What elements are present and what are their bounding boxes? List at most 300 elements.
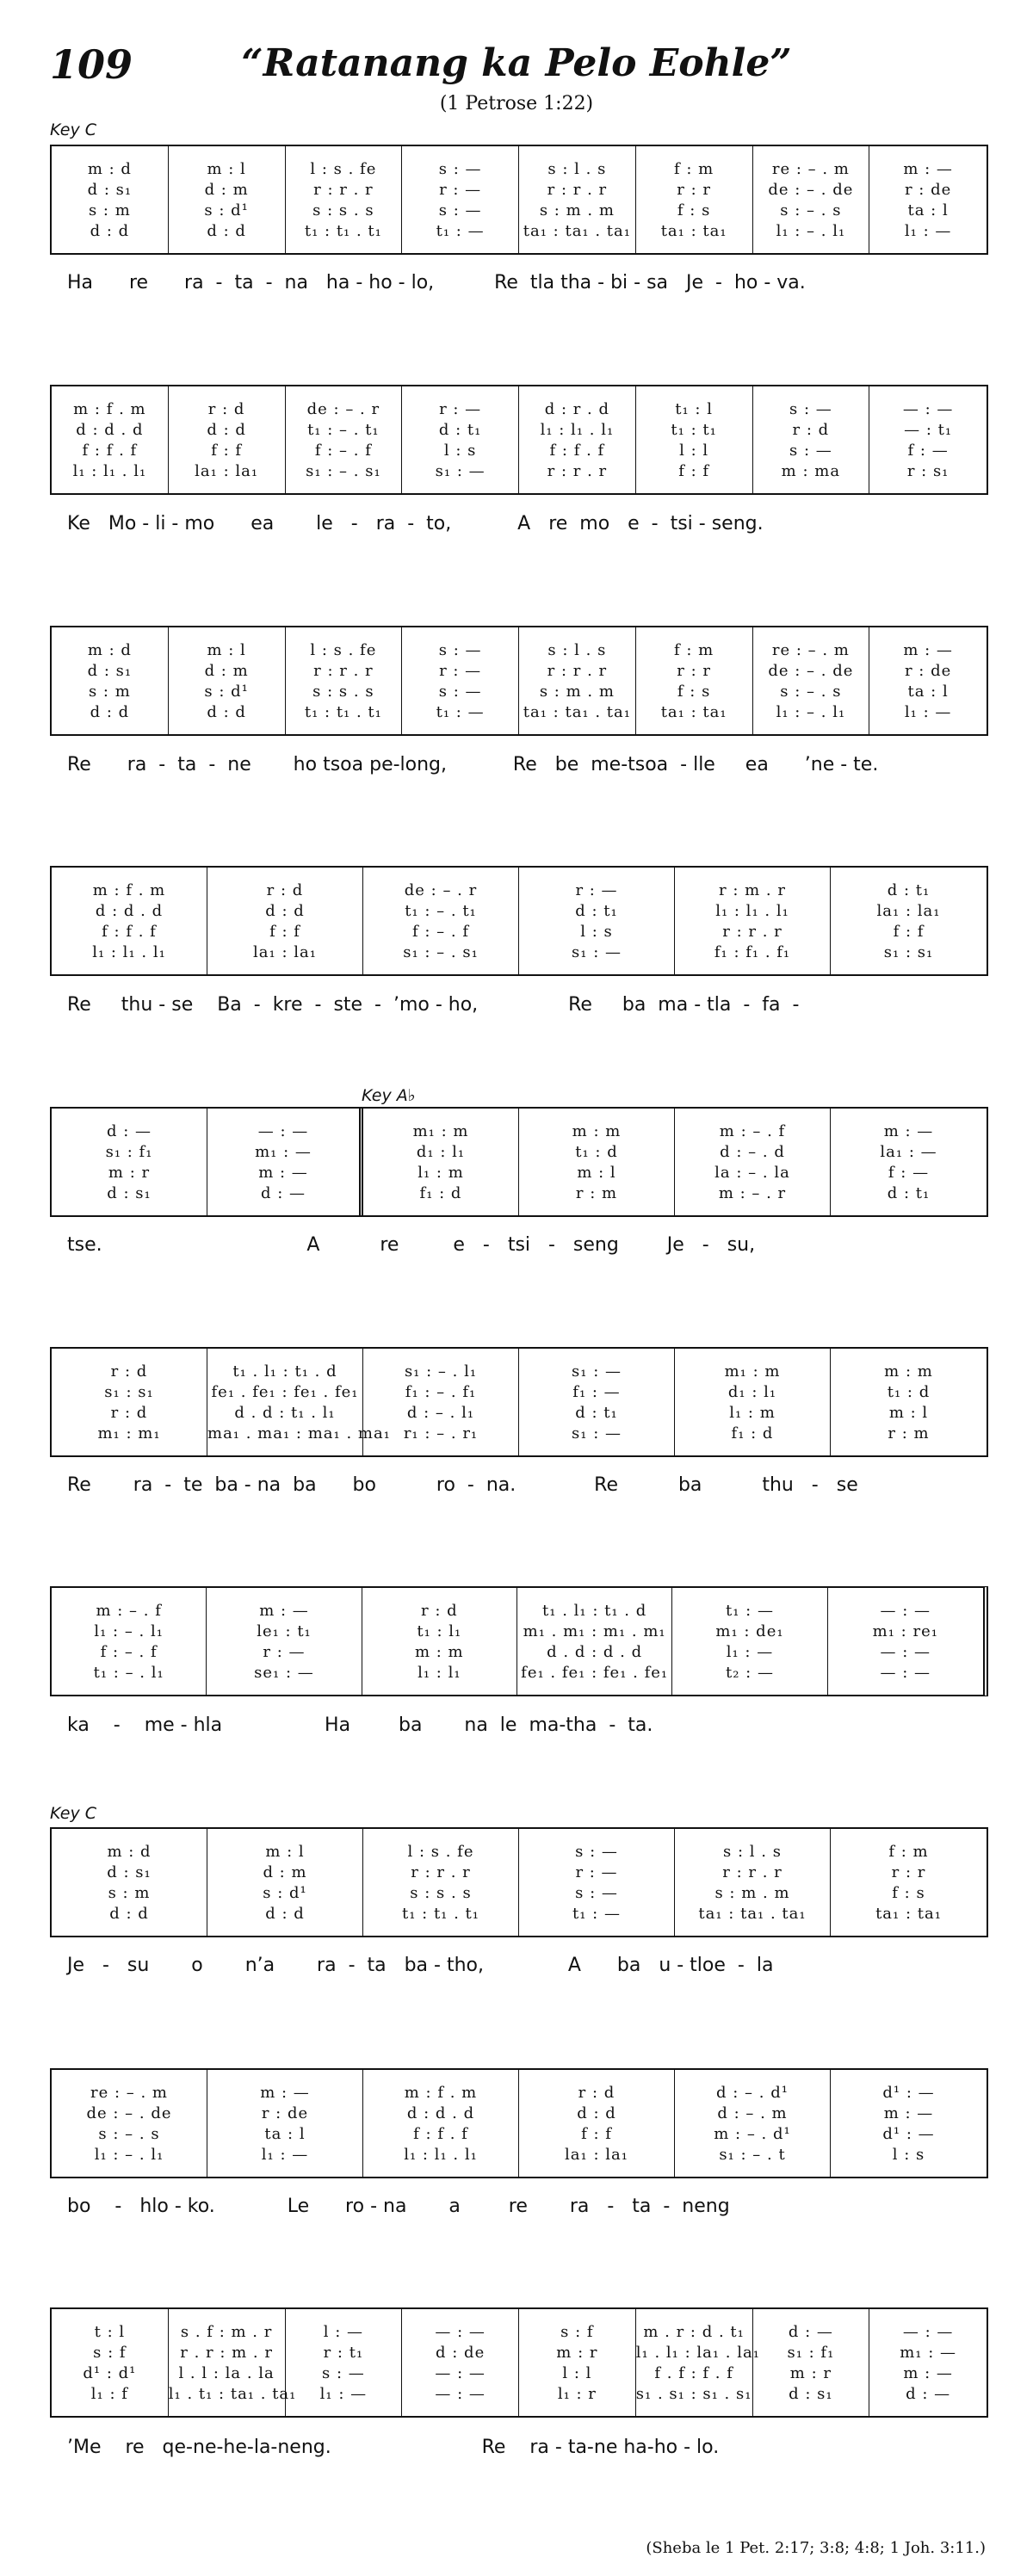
voice-part: s : — [438, 640, 482, 659]
voice-part: t₁ : – . t₁ [307, 420, 380, 439]
voice-part: d : m [204, 661, 249, 680]
voice-part: f : m [674, 159, 714, 178]
music-system [50, 1586, 988, 1696]
voice-part: ta₁ : ta₁ . ta₁ [698, 1904, 807, 1923]
voice-part: f : s [677, 682, 711, 701]
voice-part: la₁ : la₁ [195, 461, 259, 480]
voice-part: s₁ : — [572, 942, 622, 961]
voice-part: s : m . m [539, 682, 615, 701]
lyrics-line: Je - su o n’a ra - ta ba - tho, A ba u - tloe - la [67, 1955, 774, 1976]
voice-part: d . d : t₁ . l₁ [234, 1403, 336, 1422]
voice-part: s : l . s [547, 159, 607, 178]
voice-part: r : r [677, 661, 711, 680]
measure [207, 1829, 363, 1936]
measure [168, 2309, 297, 2416]
voice-part: f : – . f [412, 922, 469, 941]
voice-part: d : d [207, 221, 246, 240]
voice-part: m : — [903, 2363, 953, 2382]
voice-part: r : — [439, 661, 482, 680]
lyrics-line: ka - me - hla Ha ba na le ma-tha - ta. [67, 1714, 653, 1736]
measure [169, 627, 286, 734]
voice-part: d : d . d [406, 2103, 475, 2122]
voice-part: s : – . s [780, 682, 842, 701]
voice-part: r . r : m . r [180, 2343, 273, 2362]
voice-part: d : m [204, 180, 249, 199]
voice-part: m : f . m [73, 399, 146, 418]
voice-part: s : — [438, 201, 482, 219]
voice-part: d : – . d¹ [716, 2083, 789, 2102]
measure [675, 1349, 831, 1455]
voice-part: r : d [110, 1362, 148, 1381]
voice-part: d : s₁ [87, 180, 133, 199]
voice-part: d : s₁ [107, 1863, 152, 1881]
voice-part: t₁ : — [436, 221, 485, 240]
voice-part: r : r [891, 1863, 926, 1881]
voice-part: d : s₁ [87, 661, 133, 680]
voice-part: f₁ : f₁ . f₁ [714, 942, 791, 961]
voice-part: r : de [261, 2103, 309, 2122]
voice-part: — : — [902, 399, 954, 418]
voice-part: s : m [108, 1883, 151, 1902]
voice-part: r : — [439, 180, 482, 199]
voice-part: r : r . r [547, 180, 608, 199]
voice-part: t : l [94, 2322, 126, 2341]
voice-part: s : — [438, 159, 482, 178]
voice-part: m : – . r [718, 1183, 787, 1202]
voice-part: l : l [562, 2363, 592, 2382]
voice-part: d : s₁ [789, 2384, 833, 2403]
voice-part: d : – . l₁ [406, 1403, 475, 1422]
voice-part: s : m . m [539, 201, 615, 219]
music-system [50, 1347, 988, 1457]
voice-part: — : — [880, 1601, 931, 1620]
voice-part: m : r [789, 2363, 832, 2382]
voice-part: t₁ : d [887, 1382, 931, 1401]
measure [519, 2070, 675, 2177]
voice-part: l₁ : – . l₁ [776, 221, 846, 240]
voice-part: d : d [265, 1904, 305, 1923]
lyrics-line: bo - hlo - ko. Le ro - na a re ra - ta - neng [67, 2196, 730, 2217]
voice-part: m₁ : — [900, 2343, 957, 2362]
hymn-title: “Ratanang ka Pelo Eohle” [241, 41, 792, 85]
measure [519, 1109, 675, 1215]
voice-part: s : — [789, 441, 832, 460]
measure [519, 868, 675, 974]
voice-part: de : – . de [768, 661, 854, 680]
voice-part: r : r . r [547, 661, 608, 680]
key-signature: Key C [50, 1804, 97, 1823]
measure [675, 1829, 831, 1936]
measure [831, 1349, 987, 1455]
voice-part: f : s [892, 1883, 925, 1902]
measure [52, 1588, 207, 1695]
voice-part: s . f : m . r [180, 2322, 273, 2341]
measure [52, 627, 169, 734]
voice-part: m : l [888, 1403, 929, 1422]
voice-part: m₁ : m [412, 1121, 469, 1140]
voice-part: r : — [575, 880, 618, 899]
voice-part: r : — [263, 1642, 306, 1661]
voice-part: f . f : f . f [654, 2363, 733, 2382]
voice-part: l₁ : – . l₁ [776, 702, 846, 721]
voice-part: m : — [903, 159, 953, 178]
voice-part: t₁ : l [675, 399, 713, 418]
measure [753, 627, 870, 734]
voice-part: d : – . m [717, 2103, 788, 2122]
voice-part: — : — [435, 2384, 486, 2403]
voice-part: r : r . r [411, 1863, 471, 1881]
voice-part: ta₁ : ta₁ [660, 221, 727, 240]
voice-part: la₁ : la₁ [876, 901, 941, 920]
measure [675, 868, 831, 974]
voice-part: l₁ : f [90, 2384, 128, 2403]
voice-part: s₁ : – . s₁ [403, 942, 479, 961]
voice-part: f₁ : – . f₁ [405, 1382, 477, 1401]
voice-part: r : r . r [547, 461, 608, 480]
music-system [50, 145, 988, 255]
music-system [50, 1107, 988, 1217]
voice-part: t₂ : — [725, 1663, 774, 1682]
voice-part: m . r : d . t₁ [643, 2322, 745, 2341]
voice-part: m : d [87, 159, 132, 178]
music-system [50, 866, 988, 976]
voice-part: re : – . m [90, 2083, 168, 2102]
key-signature: Key A♭ [362, 1086, 416, 1105]
voice-part: ta : l [264, 2124, 306, 2143]
voice-part: m : — [260, 2083, 310, 2102]
voice-part: la₁ : la₁ [253, 942, 317, 961]
measure [869, 386, 987, 493]
voice-part: la : – . la [714, 1163, 790, 1182]
voice-part: m : d [87, 640, 132, 659]
voice-part: d : — [788, 2322, 833, 2341]
voice-part: m : – . f [719, 1121, 786, 1140]
measure [675, 2070, 831, 2177]
voice-part: le₁ : t₁ [257, 1622, 312, 1640]
measure [831, 868, 987, 974]
voice-part: d¹ : — [882, 2083, 935, 2102]
measure [52, 1829, 207, 1936]
voice-part: t₁ . l₁ : t₁ . d [232, 1362, 337, 1381]
voice-part: f : s [677, 201, 711, 219]
voice-part: f₁ : — [572, 1382, 621, 1401]
measure [362, 1588, 517, 1695]
voice-part: l . l : la . la [178, 2363, 275, 2382]
measure [286, 386, 403, 493]
voice-part: l₁ : l₁ . l₁ [404, 2145, 478, 2164]
voice-part: la₁ : — [880, 1142, 937, 1161]
voice-part: t₁ : — [572, 1904, 621, 1923]
lyrics-line: Re ra - te ba - na ba bo ro - na. Re ba thu - se [67, 1474, 858, 1496]
measure [831, 1109, 987, 1215]
lyrics-line: Ha re ra - ta - na ha - ho - lo, Re tla tha - bi - sa Je - ho - va. [67, 272, 806, 293]
voice-part: s₁ : – . l₁ [404, 1362, 478, 1381]
key-signature: Key C [50, 120, 97, 139]
measure [753, 146, 870, 253]
measure [402, 146, 519, 253]
voice-part: l₁ : m [418, 1163, 464, 1182]
voice-part: s : s . s [312, 201, 374, 219]
voice-part: s₁ : f₁ [787, 2343, 835, 2362]
music-system [50, 626, 988, 736]
voice-part: t₁ : — [725, 1601, 774, 1620]
voice-part: d₁ : l₁ [416, 1142, 466, 1161]
voice-part: r : de [904, 180, 952, 199]
voice-part: m : l [265, 1842, 305, 1861]
voice-part: — : — [435, 2363, 486, 2382]
voice-part: r : d [266, 880, 304, 899]
lyrics-line: Ke Mo - li - mo ea le - ra - to, A re mo e - tsi - seng. [67, 513, 764, 534]
measure [52, 146, 169, 253]
measure [286, 627, 403, 734]
footer-references: (Sheba le 1 Pet. 2:17; 3:8; 4:8; 1 Joh. 3:11.) [646, 2539, 986, 2557]
voice-part: — : — [902, 2322, 954, 2341]
voice-part: l : — [323, 2322, 363, 2341]
voice-part: f : — [888, 1163, 930, 1182]
lyrics-line: tse. A re e - tsi - seng Je - su, [67, 1234, 756, 1256]
voice-part: m : f . m [92, 880, 166, 899]
voice-part: ta : l [907, 682, 949, 701]
voice-part: f : f . f [549, 441, 605, 460]
voice-part: m : d [107, 1842, 152, 1861]
measure [675, 1109, 831, 1215]
voice-part: t₁ . l₁ : t₁ . d [542, 1601, 647, 1620]
measure [519, 146, 636, 253]
lyrics-line: Re ra - ta - ne ho tsoa pe-long, Re be me-tsoa - lle ea ’ne - te. [67, 754, 879, 775]
voice-part: s : f [93, 2343, 127, 2362]
voice-part: m : f . m [404, 2083, 478, 2102]
measure [207, 2070, 363, 2177]
voice-part: l : s [443, 441, 477, 460]
voice-part: ta₁ : ta₁ . ta₁ [523, 221, 631, 240]
voice-part: fe₁ . fe₁ : fe₁ . fe₁ [211, 1382, 359, 1401]
voice-part: l₁ : l₁ . l₁ [540, 420, 615, 439]
voice-part: m : — [903, 640, 953, 659]
voice-part: m : – . d¹ [714, 2124, 791, 2143]
voice-part: l₁ : l₁ . l₁ [72, 461, 147, 480]
voice-part: s₁ : f₁ [105, 1142, 153, 1161]
voice-part: s : s . s [312, 682, 374, 701]
voice-part: l : s . fe [407, 1842, 474, 1861]
voice-part: m : r [108, 1163, 151, 1182]
voice-part: d : d [577, 2103, 616, 2122]
voice-part: t₁ : t₁ . t₁ [304, 702, 382, 721]
voice-part: r : de [904, 661, 952, 680]
voice-part: d : m [263, 1863, 307, 1881]
voice-part: l₁ . l₁ : la₁ . la₁ [635, 2343, 760, 2362]
measure [52, 2070, 207, 2177]
measure [52, 1109, 207, 1215]
voice-part: s : d¹ [204, 682, 249, 701]
voice-part: r : — [439, 399, 482, 418]
voice-part: r : — [575, 1863, 618, 1881]
voice-part: de : – . de [768, 180, 854, 199]
voice-part: s : – . s [98, 2124, 160, 2143]
voice-part: l : l [679, 441, 709, 460]
measure [402, 386, 519, 493]
voice-part: m₁ : — [255, 1142, 312, 1161]
scripture-reference: (1 Petrose 1:22) [439, 93, 594, 114]
voice-part: r : r . r [722, 1863, 782, 1881]
voice-part: l₁ : – . l₁ [94, 1622, 164, 1640]
voice-part: l : s . fe [310, 640, 377, 659]
measure [869, 627, 987, 734]
voice-part: d . d : d . d [547, 1642, 643, 1661]
measure [363, 868, 519, 974]
measure [207, 1588, 362, 1695]
voice-part: de : – . r [404, 880, 478, 899]
measure [753, 2309, 870, 2416]
measure [286, 2309, 403, 2416]
measure [169, 386, 286, 493]
voice-part: re : – . m [771, 159, 850, 178]
voice-part: s₁ : – . t [719, 2145, 786, 2164]
voice-part: s : d¹ [263, 1883, 307, 1902]
voice-part: — : — [435, 2322, 486, 2341]
measure [831, 2070, 987, 2177]
measure [636, 146, 753, 253]
voice-part: l₁ . t₁ : ta₁ . ta₁ [168, 2384, 297, 2403]
voice-part: r : t₁ [323, 2343, 364, 2362]
voice-part: re : – . m [771, 640, 850, 659]
measure [869, 2309, 987, 2416]
measure [169, 146, 286, 253]
music-system [50, 1827, 988, 1937]
lyrics-line: Re thu - se Ba - kre - ste - ’mo - ho, Re ba ma - tla - fa - [67, 994, 800, 1016]
voice-part: m : l [207, 640, 246, 659]
voice-part: t₁ : t₁ . t₁ [304, 221, 382, 240]
voice-part: de : – . r [306, 399, 380, 418]
voice-part: m : r [556, 2343, 598, 2362]
voice-part: s₁ : — [572, 1362, 622, 1381]
voice-part: m₁ : m [724, 1362, 781, 1381]
voice-part: ma₁ . ma₁ : ma₁ . ma₁ [207, 1424, 391, 1442]
voice-part: d₁ : l₁ [727, 1382, 777, 1401]
voice-part: s : – . s [780, 201, 842, 219]
voice-part: d : d [90, 702, 130, 721]
voice-part: l₁ : l₁ . l₁ [92, 942, 166, 961]
voice-part: f : m [888, 1842, 929, 1861]
voice-part: s₁ : s₁ [883, 942, 934, 961]
music-system [50, 2068, 988, 2178]
voice-part: r : d [207, 399, 245, 418]
measure [207, 1349, 391, 1455]
voice-part: r : r . r [313, 661, 374, 680]
voice-part: s : l . s [723, 1842, 782, 1861]
voice-part: ta₁ : ta₁ [875, 1904, 942, 1923]
voice-part: f₁ : d [731, 1424, 774, 1442]
measure [636, 627, 753, 734]
measure [402, 627, 519, 734]
voice-part: l₁ : – . l₁ [94, 2145, 164, 2164]
voice-part: l₁ : — [904, 702, 952, 721]
lyrics-line: ’Me re qe-ne-he-la-neng. Re ra - ta-ne ha-ho - lo. [67, 2437, 720, 2458]
voice-part: d : de [436, 2343, 486, 2362]
voice-part: s : — [438, 682, 482, 701]
voice-part: t₁ : t₁ [671, 420, 717, 439]
measure [52, 1349, 207, 1455]
measure [831, 1829, 987, 1936]
voice-part: s : l . s [547, 640, 607, 659]
voice-part: d : t₁ [438, 420, 482, 439]
voice-part: d : — [260, 1183, 306, 1202]
voice-part: t₁ : t₁ . t₁ [401, 1904, 480, 1923]
voice-part: l₁ : — [726, 1642, 774, 1661]
voice-part: m₁ . m₁ : m₁ . m₁ [523, 1622, 666, 1640]
voice-part: l₁ : m [729, 1403, 776, 1422]
voice-part: s₁ : — [572, 1424, 622, 1442]
measure [207, 868, 363, 974]
voice-part: t₁ : — [436, 702, 485, 721]
voice-part: — : t₁ [904, 420, 953, 439]
voice-part: r₁ : – . r₁ [403, 1424, 479, 1442]
voice-part: d : d . d [76, 420, 144, 439]
voice-part: r : m [888, 1424, 930, 1442]
measure [519, 2309, 636, 2416]
voice-part: f : f [678, 461, 710, 480]
voice-part: f : – . f [314, 441, 372, 460]
measure [363, 2070, 519, 2177]
voice-part: f : f . f [413, 2124, 468, 2143]
voice-part: m : — [883, 1121, 934, 1140]
measure [286, 146, 403, 253]
voice-part: s : f [560, 2322, 594, 2341]
voice-part: de : – . de [86, 2103, 172, 2122]
voice-part: m : m [884, 1362, 933, 1381]
measure [52, 386, 169, 493]
voice-part: r : d [110, 1403, 148, 1422]
voice-part: f : f . f [102, 922, 157, 941]
voice-part: ta₁ : ta₁ . ta₁ [523, 702, 631, 721]
voice-part: la₁ : la₁ [565, 2145, 628, 2164]
measure [869, 146, 987, 253]
voice-part: d : t₁ [575, 1403, 618, 1422]
voice-part: s : — [322, 2363, 365, 2382]
voice-part: m : l [207, 159, 246, 178]
voice-part: d : d [265, 901, 305, 920]
voice-part: m : m [414, 1642, 464, 1661]
voice-part: f : f [581, 2124, 612, 2143]
measure [207, 1109, 363, 1215]
voice-part: d : d [109, 1904, 149, 1923]
voice-part: r : s₁ [906, 461, 949, 480]
voice-part: m : ma [781, 461, 841, 480]
voice-part: r : d [792, 420, 830, 439]
voice-part: s : — [575, 1883, 618, 1902]
voice-part: t₁ : – . l₁ [93, 1663, 164, 1682]
voice-part: s : d¹ [204, 201, 249, 219]
music-system [50, 2307, 988, 2418]
measure [672, 1588, 827, 1695]
voice-part: se₁ : — [254, 1663, 314, 1682]
measure [519, 627, 636, 734]
voice-part: s₁ : — [435, 461, 486, 480]
voice-part: m₁ : m₁ [97, 1424, 161, 1442]
voice-part: d : d [207, 702, 246, 721]
measure [363, 1349, 519, 1455]
voice-part: r : r . r [722, 922, 782, 941]
measure [519, 386, 636, 493]
voice-part: s₁ : – . s₁ [306, 461, 381, 480]
voice-part: fe₁ . fe₁ : fe₁ . fe₁ [521, 1663, 669, 1682]
voice-part: f : f [893, 922, 925, 941]
voice-part: d : s₁ [107, 1183, 152, 1202]
measure [753, 386, 870, 493]
voice-part: l : s . fe [310, 159, 377, 178]
voice-part: d : – . d [720, 1142, 785, 1161]
voice-part: d : t₁ [887, 880, 931, 899]
voice-part: r : r [677, 180, 711, 199]
